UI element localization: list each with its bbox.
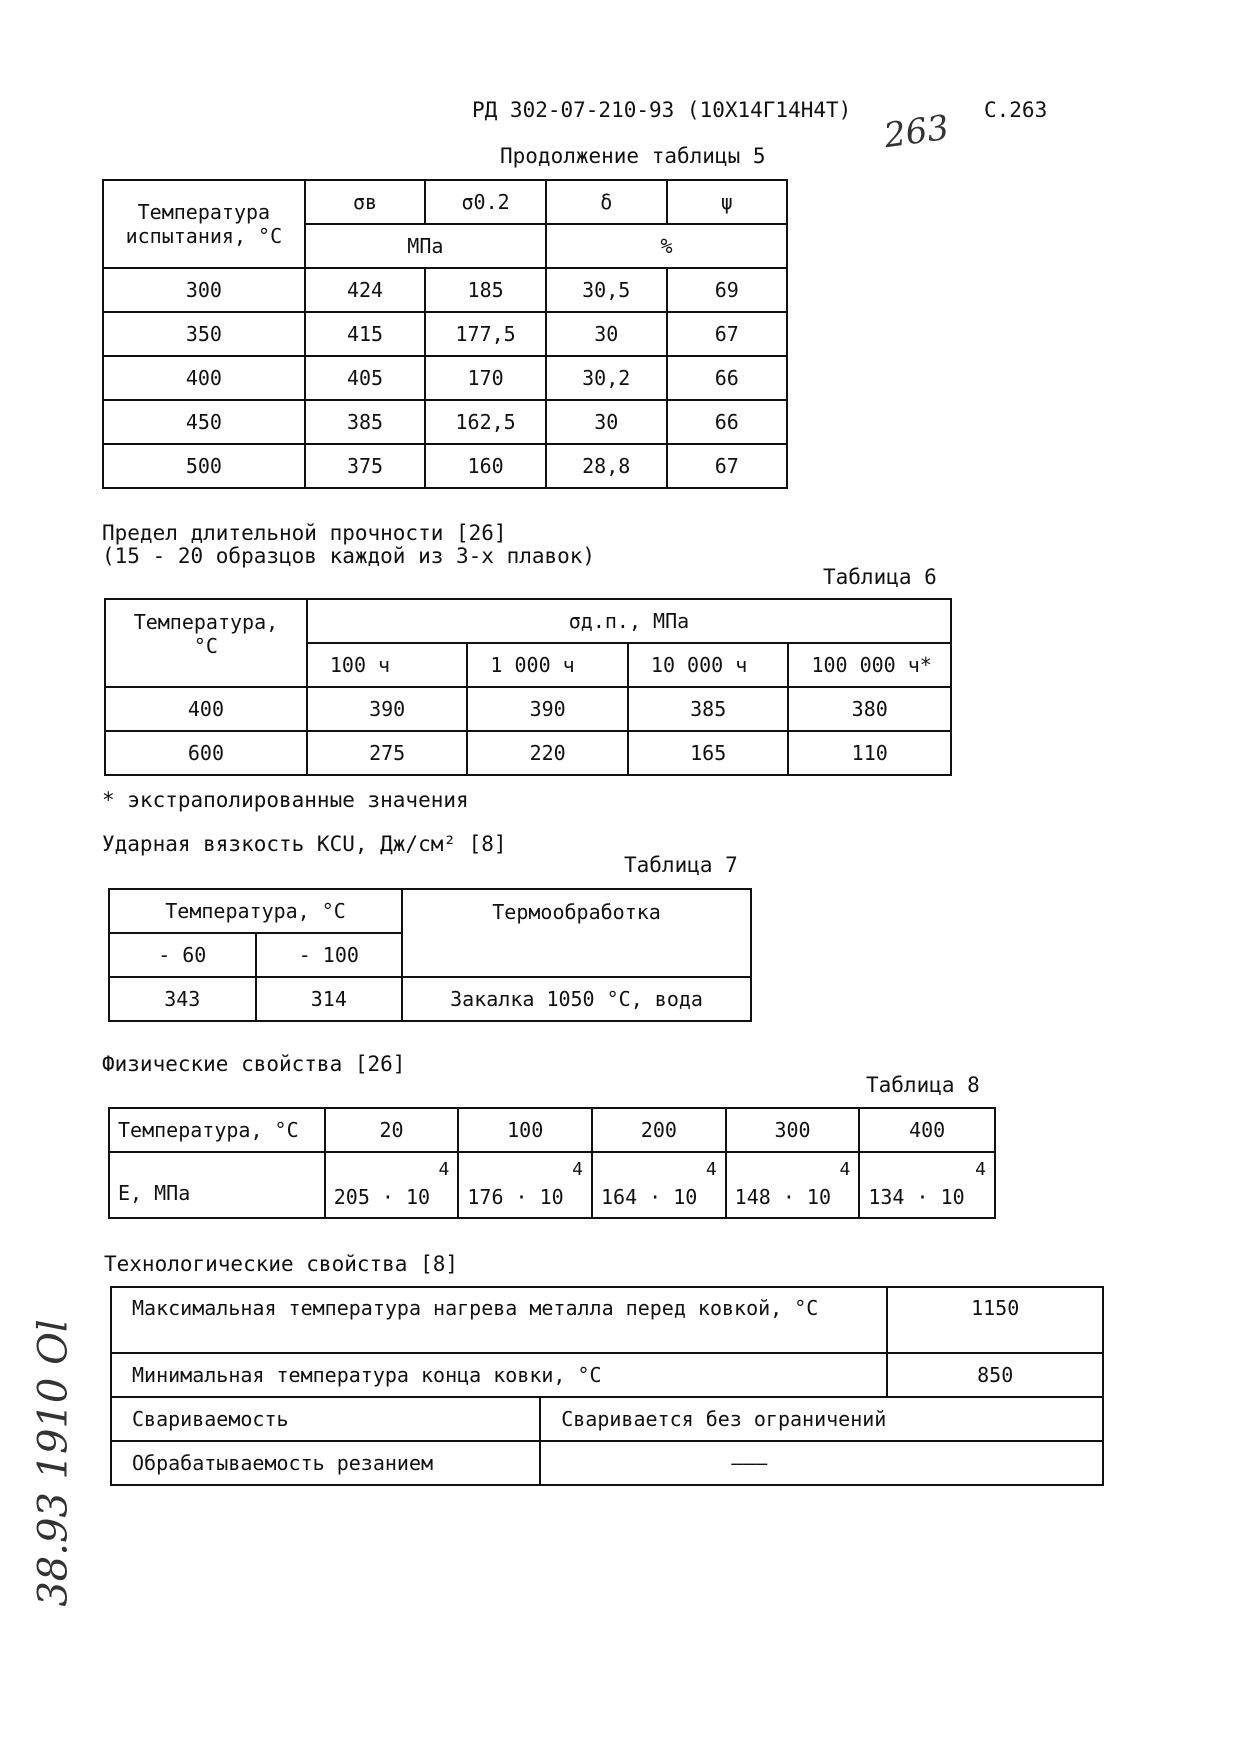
handwritten-number: 263	[881, 107, 952, 157]
table-cell: Обрабатываемость резанием	[111, 1441, 540, 1485]
table-cell: 200	[592, 1108, 726, 1152]
table-cell: 110	[788, 731, 951, 775]
table-cell: 177,5	[425, 312, 546, 356]
table-cell: 30	[546, 312, 667, 356]
page-number: С.263	[984, 98, 1048, 122]
table-cell	[325, 1152, 459, 1218]
table7-temp-2: - 100	[256, 933, 403, 977]
table-row	[103, 312, 787, 356]
table-row	[103, 268, 787, 312]
table-cell: 500	[103, 444, 305, 488]
table-cell: 1150	[887, 1287, 1103, 1353]
table-cell: 314	[256, 977, 403, 1021]
table5-caption: Продолжение таблицы 5	[500, 144, 766, 168]
exponent: 4	[438, 1159, 450, 1180]
table5-unit-pct: %	[546, 224, 787, 268]
table-cell	[726, 1152, 860, 1218]
table-cell: 162,5	[425, 400, 546, 444]
table-row	[111, 1441, 1103, 1485]
table-cell: 300	[103, 268, 305, 312]
table6-hours-10000: 10 000 ч	[628, 643, 789, 687]
table8	[108, 1107, 996, 1219]
table8-row1-label: Температура, °C	[109, 1108, 325, 1152]
table-cell: 375	[305, 444, 426, 488]
table-cell: 380	[788, 687, 951, 731]
table6-caption: Таблица 6	[823, 565, 937, 589]
table-cell: 165	[628, 731, 789, 775]
table-cell: 28,8	[546, 444, 667, 488]
table-row	[105, 687, 951, 731]
table-cell: 385	[628, 687, 789, 731]
table8-caption: Таблица 8	[866, 1073, 980, 1097]
table-row	[105, 731, 951, 775]
table-cell: 390	[467, 687, 628, 731]
table6-hours-100000: 100 000 ч*	[788, 643, 951, 687]
table7-temp-1: - 60	[109, 933, 256, 977]
exponent: 4	[975, 1159, 986, 1180]
table5-col-sb: σв	[305, 180, 426, 224]
exponent: 4	[572, 1159, 584, 1180]
table-cell: 600	[105, 731, 307, 775]
tech-table	[110, 1286, 1104, 1486]
table-row	[111, 1397, 1103, 1441]
table-cell	[859, 1152, 995, 1218]
table-cell: Максимальная температура нагрева металла перед ковкой, °C	[111, 1287, 887, 1353]
table-cell: 424	[305, 268, 426, 312]
table-cell: 69	[667, 268, 787, 312]
table-cell: Закалка 1050 °C, вода	[402, 977, 751, 1021]
table-row	[109, 977, 751, 1021]
table5-col-delta: δ	[546, 180, 667, 224]
mantissa: 134 · 10	[868, 1185, 965, 1209]
margin-note: 38.93 1910 Ol	[30, 1319, 77, 1607]
table6-intro-1: Предел длительной прочности [26]	[102, 521, 507, 545]
table-row	[111, 1353, 1103, 1397]
exponent: 4	[839, 1159, 851, 1180]
table-cell: Минимальная температура конца ковки, °C	[111, 1353, 887, 1397]
table6-col-group: σд.п., МПа	[307, 599, 951, 643]
table6	[104, 598, 952, 776]
table5-col-psi: ψ	[667, 180, 787, 224]
table-cell: 185	[425, 268, 546, 312]
table6-footnote: * экстраполированные значения	[102, 788, 469, 812]
table-cell: 300	[726, 1108, 860, 1152]
tech-intro: Технологические свойства [8]	[104, 1252, 459, 1276]
table-cell: 390	[307, 687, 468, 731]
table-cell: 850	[887, 1353, 1103, 1397]
table-cell: 343	[109, 977, 256, 1021]
table-cell: 220	[467, 731, 628, 775]
table6-hours-1000: 1 000 ч	[467, 643, 628, 687]
mantissa: 148 · 10	[734, 1185, 831, 1209]
table5-col-s02: σ0.2	[425, 180, 546, 224]
doc-code: РД 302-07-210-93 (10Х14Г14Н4Т)	[472, 98, 852, 122]
table6-col-temp: Температура, °C	[105, 599, 307, 687]
table-cell: 66	[667, 356, 787, 400]
table-row	[111, 1287, 1103, 1353]
table-cell: 66	[667, 400, 787, 444]
table5-unit-mpa: МПа	[305, 224, 546, 268]
table-cell: 385	[305, 400, 426, 444]
table-cell: 160	[425, 444, 546, 488]
table-cell: 30,5	[546, 268, 667, 312]
table-cell: Свариваемость	[111, 1397, 540, 1441]
table-cell: 415	[305, 312, 426, 356]
table-cell: 275	[307, 731, 468, 775]
mantissa: 176 · 10	[467, 1185, 564, 1209]
table-cell: 400	[105, 687, 307, 731]
table-cell: 170	[425, 356, 546, 400]
table7-intro: Ударная вязкость KCU, Дж/см² [8]	[102, 832, 507, 856]
table-cell: 30	[546, 400, 667, 444]
table5	[102, 179, 788, 489]
table6-intro-2: (15 - 20 образцов каждой из 3-х плавок)	[102, 544, 596, 568]
table-cell: 30,2	[546, 356, 667, 400]
table-row	[103, 356, 787, 400]
exponent: 4	[705, 1159, 717, 1180]
table-cell: 67	[667, 444, 787, 488]
table-row	[103, 444, 787, 488]
table-cell: 400	[859, 1108, 995, 1152]
table7-col-temp: Температура, °C	[109, 889, 402, 933]
table-cell: ———	[540, 1441, 1103, 1485]
table-cell: Сваривается без ограничений	[540, 1397, 1103, 1441]
table-cell: 67	[667, 312, 787, 356]
table5-col-temp: Температура испытания, °C	[103, 180, 305, 268]
mantissa: 164 · 10	[601, 1185, 698, 1209]
table7-col-heat: Термообработка	[402, 889, 751, 977]
table-cell: 100	[458, 1108, 592, 1152]
table8-row2-label: E, МПа	[109, 1152, 325, 1218]
table-cell: 405	[305, 356, 426, 400]
table8-intro: Физические свойства [26]	[102, 1052, 406, 1076]
table-cell	[458, 1152, 592, 1218]
table-cell: 20	[325, 1108, 459, 1152]
mantissa: 205 · 10	[333, 1185, 431, 1209]
table-cell: 350	[103, 312, 305, 356]
table-cell: 450	[103, 400, 305, 444]
table-cell	[592, 1152, 726, 1218]
table6-hours-100: 100 ч	[307, 643, 468, 687]
table7-caption: Таблица 7	[624, 853, 738, 877]
table7	[108, 888, 752, 1022]
table-row	[103, 400, 787, 444]
table-cell: 400	[103, 356, 305, 400]
